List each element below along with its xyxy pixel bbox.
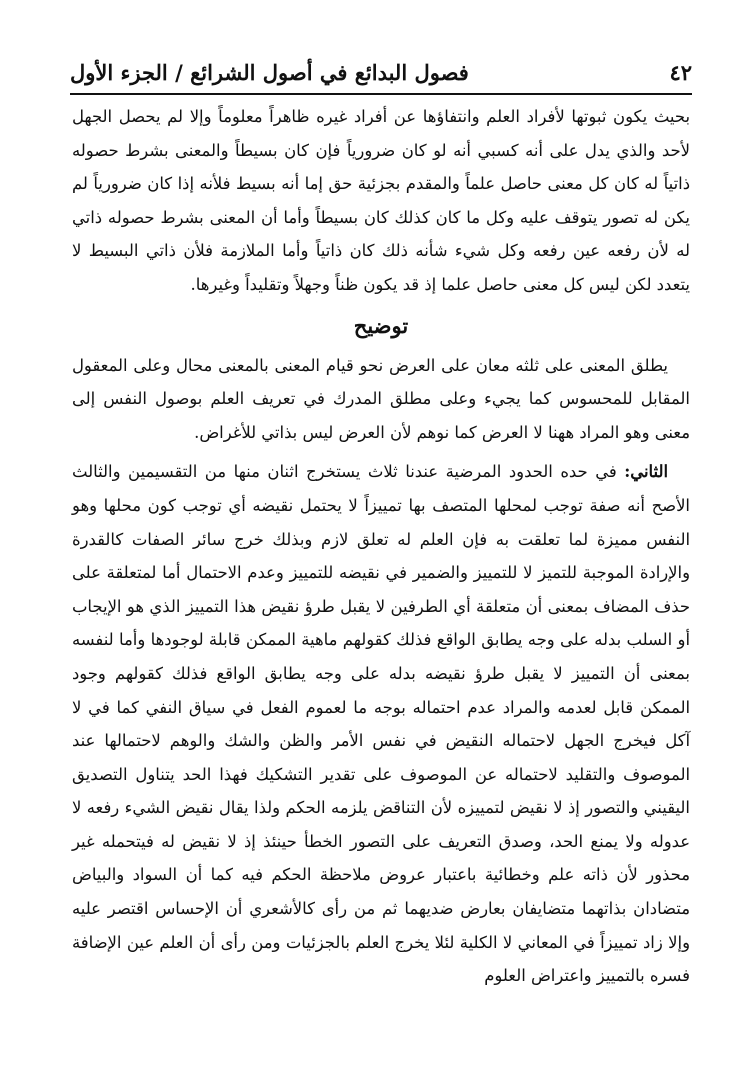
paragraph-3-text: في حده الحدود المرضية عندنا ثلاث يستخرج اثنان منها من التقسيمين والثالث الأصح أنه صفة توجب لمحلها المتصف بها تمييزاً لا يحتمل نقيضه أي توجب كون محلها وهو النفس مميزة لما تعلقت به فإن العلم له تعلق لازم وبذلك خرج سائر الصفات كالقدرة والإرادة الموجبة للتميز لا للتمييز والضمير في نقيضه للتمييز وعدم الاحتمال أما لمتعلقة على حذف المضاف بمعنى أن متعلقة أي الطرفين لا يقبل طرؤ نقيض هذا التمييز الذي هو الإيجاب أو السلب بدله على وجه يطابق الواقع فذلك كقولهم ماهية الممكن قابلة لوجودها وأما لنفسه بمعنى أن التمييز لا يقبل طرؤ نقيضه بدله على وجه يطابق الواقع فذلك كقولهم وجود الممكن قابل لعدمه والمراد عدم احتماله بوجه ما لعموم الفعل في سياق النفي كما في لا آكل فيخرج الجهل لاحتماله النقيض في نفس الأمر والظن والشك والوهم لاحتمالها عند الموصوف والتقليد لاحتماله عن الموصوف على تقدير التشكيك فهذا الحد يتناول التصديق اليقيني والتصور إذ لا نقيض لتمييزه لأن التناقض يلزمه الحكم ولذا يقال نقيض الشيء رفعه لا عدوله ولا يمنع الحد، وصدق التعريف على التصور الخطأ حينئذ إذ لا نقيض له فيتحمله غير محذور لأن ذاته علم وخطائية باعتبار عروض ملاحظة الحكم فيه كما أن السواد والبياض متضادان بذاتهما متضايفان بعارض ضديهما ثم من رأى كالأشعري أن الإحساس اقتصر عليه وإلا زاد تمييزاً في المعاني لا الكلية لئلا يخرج العلم بالجزئيات ومن رأى أن العلم عين الإضافة فسره بالتمييز واعتراض العلوم [72,462,690,986]
running-title: فصول البدائع في أصول الشرائع / الجزء الأول [70,59,469,85]
page-body [72,100,690,993]
header-divider [70,93,692,95]
paragraph-3 [72,455,690,993]
paragraph-3-lead: الثاني: [624,462,668,482]
section-heading: توضيح [353,312,409,338]
paragraph-2: يطلق المعنى على ثلثه معان على العرض نحو قيام المعنى بالمعنى محال وعلى المعقول المقابل للمحسوس كما يجيء وعلى مطلق المدرك في تعريف العلم بوصول النفس إلى معنى وهو المراد ههنا لا العرض كما نوهم لأن العرض ليس بذاتي للأغراض. [72,355,690,442]
paragraph-1: بحيث يكون ثبوتها لأفراد العلم وانتفاؤها عن أفراد غيره ظاهراً معلوماً وإلا لم يحصل الجهل لأحد والذي يدل على أنه كسبي أنه لو كان ضرورياً فإن كان بسيطاً والمعنى بشرط حصوله ذاتياً له كان كل معنى حاصل علماً والمقدم بجزئية حق إما أنه بسيط فلأنه إذا كان ضرورياً لم يكن له تصور يتوقف عليه وكل ما كان كذلك كان بسيطاً وأما أن المعنى بشرط حصوله ذاتي له لأن رفعه عين رفعه وكل شيء شأنه ذلك كان ذاتياً وأما الملازمة فلأن ذاتي البسيط لا يتعدد لكن ليس كل معنى حاصل علما إذ قد يكون ظناً وجهلاً وتقليداً وغيرها. [72,107,691,294]
running-header [70,52,692,92]
page-number: ٤٢ [669,59,692,85]
